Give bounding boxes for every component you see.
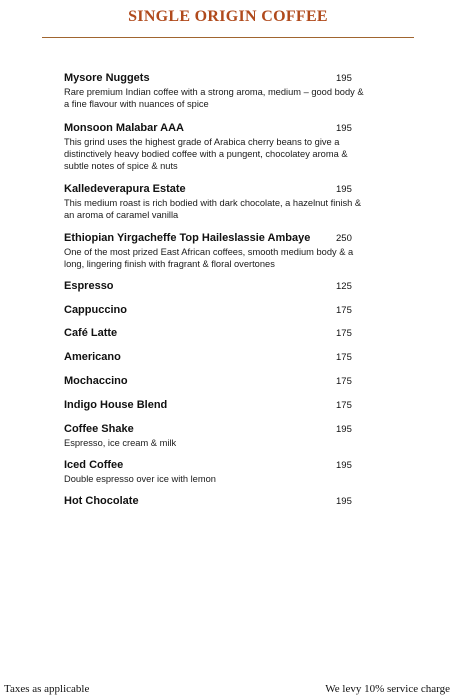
item-price: 125 xyxy=(336,281,352,292)
menu-item xyxy=(64,183,364,221)
menu-item xyxy=(64,375,364,388)
menu-item xyxy=(64,351,364,364)
item-name: Cappuccino xyxy=(64,304,127,316)
item-name: Café Latte xyxy=(64,327,118,339)
item-price: 195 xyxy=(336,460,352,471)
menu-list-2 xyxy=(64,122,364,172)
item-name: Iced Coffee xyxy=(64,459,124,471)
menu-item xyxy=(64,122,364,172)
service-charge-note: We levy 10% service charge xyxy=(325,683,450,695)
menu-item xyxy=(64,459,364,485)
item-description: Rare premium Indian coffee with a strong aroma, medium – good body & a fine flavour with nuances of spice xyxy=(64,87,364,109)
item-price: 175 xyxy=(336,400,352,411)
menu-list-9 xyxy=(64,375,364,388)
item-name: Monsoon Malabar AAA xyxy=(64,122,184,134)
item-name: Mochaccino xyxy=(64,375,128,387)
item-name: Ethiopian Yirgacheffe Top Haileslassie Ambaye xyxy=(64,232,311,244)
menu-item xyxy=(64,280,364,293)
item-price: 195 xyxy=(336,424,352,435)
menu-item xyxy=(64,495,364,508)
menu-list-8 xyxy=(64,351,364,364)
menu-item xyxy=(64,423,364,449)
menu-list-12 xyxy=(64,459,364,485)
item-price: 195 xyxy=(336,73,352,84)
taxes-note: Taxes as applicable xyxy=(4,683,90,695)
menu-list-7 xyxy=(64,327,364,340)
menu-item xyxy=(64,327,364,340)
item-description: Double espresso over ice with lemon xyxy=(64,474,216,484)
menu-list xyxy=(64,72,364,110)
item-price: 195 xyxy=(336,184,352,195)
menu-list-10 xyxy=(64,399,364,412)
menu-list-3 xyxy=(64,183,364,221)
menu-title: SINGLE ORIGIN COFFEE xyxy=(128,8,328,25)
item-price: 175 xyxy=(336,328,352,339)
item-price: 175 xyxy=(336,305,352,316)
item-price: 195 xyxy=(336,123,352,134)
item-description: One of the most prized East African coffees, smooth medium body & a long, lingering finish with fragrant & floral overtones xyxy=(64,247,354,269)
item-description: Espresso, ice cream & milk xyxy=(64,438,177,448)
item-price: 175 xyxy=(336,352,352,363)
title-divider xyxy=(42,37,414,38)
item-name: Coffee Shake xyxy=(64,423,134,435)
item-price: 250 xyxy=(336,233,352,244)
menu-list-4 xyxy=(64,232,364,270)
item-name: Indigo House Blend xyxy=(64,399,168,411)
menu-list-5 xyxy=(64,280,364,293)
item-description: This medium roast is rich bodied with dark chocolate, a hazelnut finish & an aroma of caramel vanilla xyxy=(64,198,362,220)
item-name: Hot Chocolate xyxy=(64,495,139,507)
item-price: 195 xyxy=(336,496,352,507)
menu-list-6 xyxy=(64,304,364,317)
item-description: This grind uses the highest grade of Arabica cherry beans to give a distinctively heavy bodied coffee with a pungent, chocolatey aroma & subtle notes of spice & nuts xyxy=(64,137,348,171)
menu-item xyxy=(64,72,364,110)
item-price: 175 xyxy=(336,376,352,387)
item-name: Mysore Nuggets xyxy=(64,72,150,84)
item-name: Espresso xyxy=(64,280,114,292)
menu-item xyxy=(64,399,364,412)
menu-list-11 xyxy=(64,423,364,449)
item-name: Americano xyxy=(64,351,121,363)
menu-item xyxy=(64,232,364,270)
menu-list-13 xyxy=(64,495,364,508)
menu-item xyxy=(64,304,364,317)
item-name: Kalledeverapura Estate xyxy=(64,183,186,195)
